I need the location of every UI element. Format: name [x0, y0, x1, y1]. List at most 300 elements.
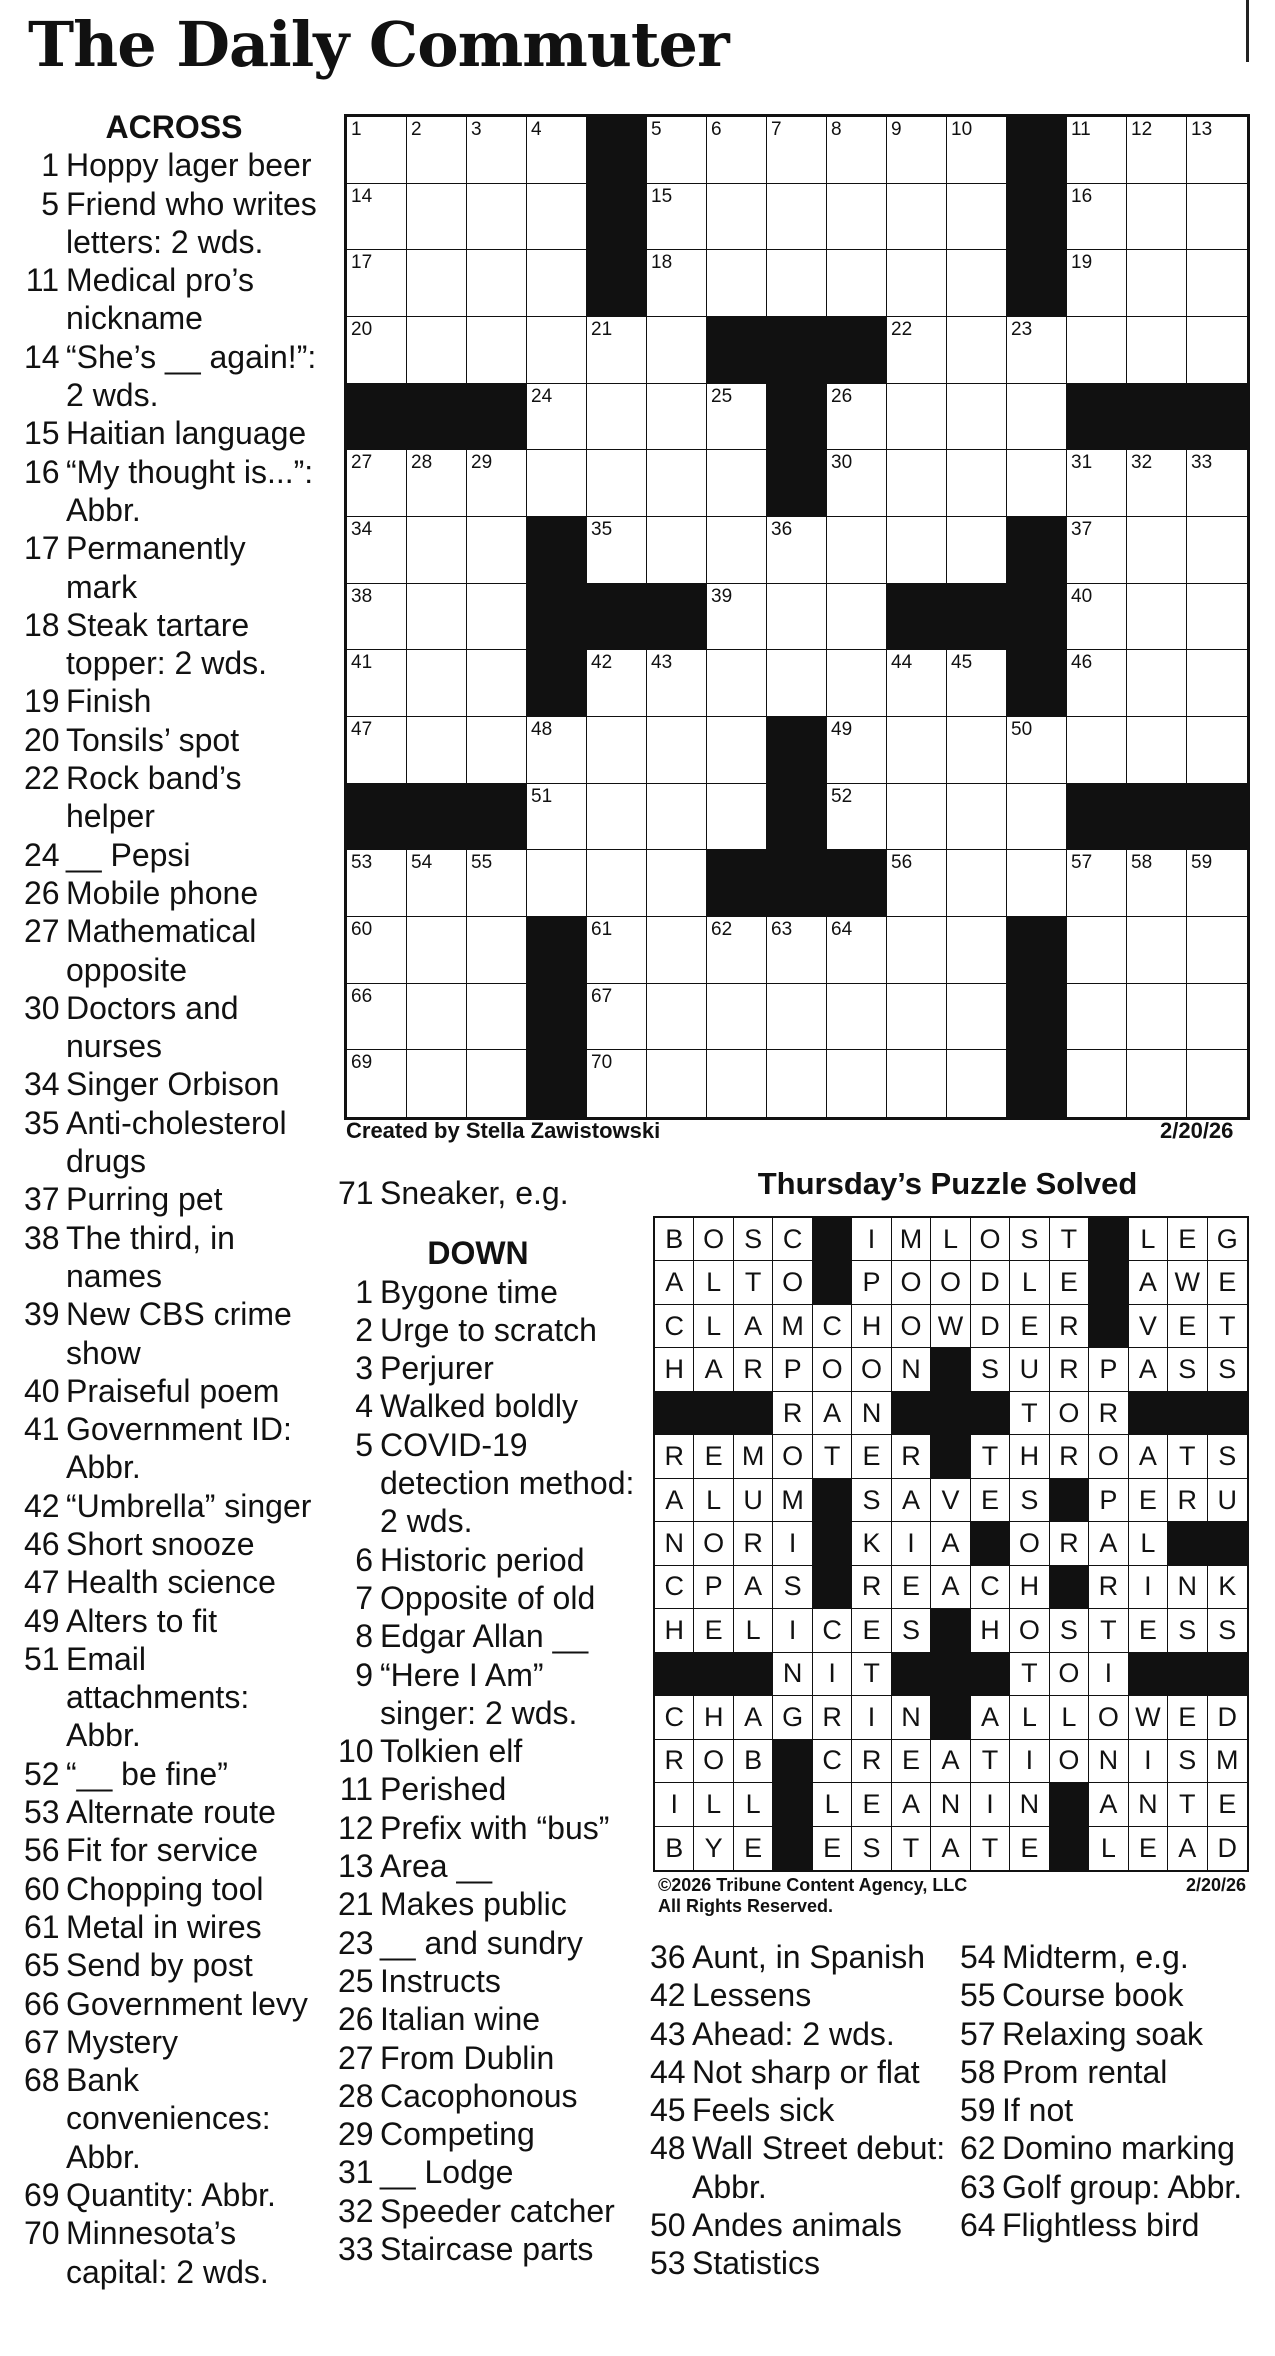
- clue-item: [338, 2115, 638, 2153]
- grid-cell[interactable]: [827, 584, 887, 651]
- solution-letter: A: [931, 1827, 970, 1870]
- grid-cell[interactable]: [1187, 650, 1247, 717]
- grid-cell[interactable]: [347, 984, 407, 1051]
- grid-cell[interactable]: [1187, 984, 1247, 1051]
- grid-cell[interactable]: [947, 250, 1007, 317]
- clue-number: 30: [24, 989, 60, 1026]
- grid-cell[interactable]: [467, 850, 527, 917]
- grid-cell[interactable]: [527, 850, 587, 917]
- grid-cell[interactable]: [947, 784, 1007, 851]
- grid-cell[interactable]: [827, 184, 887, 251]
- solution-block: [813, 1566, 852, 1609]
- grid-cell[interactable]: [467, 450, 527, 517]
- solution-letter: O: [694, 1218, 733, 1261]
- solution-letter: V: [931, 1479, 970, 1522]
- grid-cell[interactable]: [1187, 850, 1247, 917]
- grid-cell[interactable]: [1127, 184, 1187, 251]
- grid-cell[interactable]: [587, 917, 647, 984]
- grid-cell[interactable]: [587, 717, 647, 784]
- solution-block: [773, 1827, 812, 1870]
- grid-block: [887, 584, 947, 651]
- grid-cell[interactable]: [1187, 317, 1247, 384]
- grid-cell[interactable]: [827, 450, 887, 517]
- solution-letter: E: [1168, 1696, 1207, 1739]
- grid-cell[interactable]: [647, 184, 707, 251]
- grid-cell[interactable]: [827, 650, 887, 717]
- grid-cell[interactable]: [1127, 450, 1187, 517]
- down-list-2: [650, 1938, 950, 2283]
- grid-block: [767, 784, 827, 851]
- grid-cell[interactable]: [827, 250, 887, 317]
- solution-letter: C: [655, 1696, 694, 1739]
- solution-letter: D: [971, 1305, 1010, 1348]
- grid-cell[interactable]: [647, 650, 707, 717]
- grid-cell[interactable]: [707, 450, 767, 517]
- grid-cell[interactable]: [887, 984, 947, 1051]
- grid-cell[interactable]: [947, 984, 1007, 1051]
- grid-cell[interactable]: [647, 517, 707, 584]
- solution-letter: R: [1089, 1392, 1128, 1435]
- grid-cell[interactable]: [1067, 317, 1127, 384]
- grid-cell[interactable]: [887, 917, 947, 984]
- grid-cell[interactable]: [887, 450, 947, 517]
- clue-text: Email attachments: Abbr.: [66, 1640, 250, 1754]
- grid-cell[interactable]: [1127, 517, 1187, 584]
- grid-cell[interactable]: [467, 250, 527, 317]
- solution-letter: S: [1208, 1348, 1247, 1391]
- grid-cell[interactable]: [1127, 984, 1187, 1051]
- grid-cell[interactable]: [707, 117, 767, 184]
- solution-letter: V: [1129, 1305, 1168, 1348]
- clue-item: [24, 912, 324, 989]
- grid-cell[interactable]: [1007, 717, 1067, 784]
- grid-cell[interactable]: [647, 250, 707, 317]
- grid-cell[interactable]: [1127, 117, 1187, 184]
- clue-item: [338, 1387, 638, 1425]
- solution-letter: S: [1208, 1435, 1247, 1478]
- grid-block: [1007, 250, 1067, 317]
- solution-letter: E: [1010, 1827, 1049, 1870]
- solution-letter: O: [892, 1261, 931, 1304]
- grid-cell[interactable]: [407, 650, 467, 717]
- grid-cell[interactable]: [767, 250, 827, 317]
- grid-cell[interactable]: [347, 317, 407, 384]
- clue-item: [24, 2023, 324, 2061]
- grid-cell[interactable]: [1127, 1050, 1187, 1117]
- grid-cell[interactable]: [407, 184, 467, 251]
- clue-item: [24, 1870, 324, 1908]
- grid-cell[interactable]: [887, 717, 947, 784]
- grid-cell[interactable]: [1187, 917, 1247, 984]
- grid-cell[interactable]: [647, 784, 707, 851]
- grid-cell[interactable]: [887, 317, 947, 384]
- grid-cell[interactable]: [1127, 917, 1187, 984]
- grid-cell[interactable]: [527, 450, 587, 517]
- solution-block: [694, 1653, 733, 1696]
- clue-number: 31: [338, 2154, 374, 2191]
- grid-cell[interactable]: [767, 184, 827, 251]
- grid-cell[interactable]: [467, 917, 527, 984]
- grid-block: [467, 384, 527, 451]
- grid-cell[interactable]: [827, 1050, 887, 1117]
- grid-cell[interactable]: [1007, 317, 1067, 384]
- grid-cell[interactable]: [467, 650, 527, 717]
- grid-cell[interactable]: [1067, 184, 1127, 251]
- grid-cell[interactable]: [1067, 584, 1127, 651]
- grid-cell[interactable]: [527, 250, 587, 317]
- grid-cell[interactable]: [347, 517, 407, 584]
- solution-letter: S: [1168, 1348, 1207, 1391]
- grid-cell[interactable]: [347, 584, 407, 651]
- grid-cell[interactable]: [1187, 1050, 1247, 1117]
- grid-cell[interactable]: [407, 584, 467, 651]
- grid-cell[interactable]: [1127, 717, 1187, 784]
- grid-cell[interactable]: [647, 717, 707, 784]
- solution-letter: I: [852, 1696, 891, 1739]
- grid-cell[interactable]: [587, 450, 647, 517]
- solution-block: [1050, 1783, 1089, 1826]
- grid-block: [1127, 784, 1187, 851]
- solution-letter: I: [773, 1609, 812, 1652]
- solution-letter: S: [852, 1827, 891, 1870]
- clue-number: 17: [24, 530, 60, 567]
- grid-cell[interactable]: [1067, 1050, 1127, 1117]
- clue-text: Speeder catcher: [380, 2192, 615, 2229]
- cell-number: 67: [591, 985, 613, 1007]
- solution-letter: L: [1050, 1696, 1089, 1739]
- cell-number: 62: [711, 919, 733, 940]
- grid-cell[interactable]: [887, 784, 947, 851]
- grid-block: [527, 517, 587, 584]
- grid-cell[interactable]: [1007, 450, 1067, 517]
- grid-cell[interactable]: [707, 650, 767, 717]
- grid-cell[interactable]: [647, 317, 707, 384]
- clue-item: [24, 1410, 324, 1487]
- solution-letter: P: [1089, 1479, 1128, 1522]
- grid-cell[interactable]: [527, 184, 587, 251]
- grid-cell[interactable]: [347, 850, 407, 917]
- cell-number: 33: [1191, 452, 1213, 474]
- grid-cell[interactable]: [707, 384, 767, 451]
- clue-item: [24, 146, 324, 184]
- grid-cell[interactable]: [407, 917, 467, 984]
- grid-cell[interactable]: [1127, 317, 1187, 384]
- grid-cell[interactable]: [707, 1050, 767, 1117]
- cell-number: 4: [531, 119, 542, 140]
- grid-cell[interactable]: [767, 1050, 827, 1117]
- grid-cell[interactable]: [1187, 250, 1247, 317]
- clue-item: [338, 2000, 638, 2038]
- solution-letter: T: [1010, 1653, 1049, 1696]
- grid-cell[interactable]: [1007, 784, 1067, 851]
- solution-letter: S: [1168, 1609, 1207, 1652]
- grid-cell[interactable]: [1007, 850, 1067, 917]
- solution-letter: Y: [694, 1827, 733, 1870]
- clue-item: [24, 836, 324, 874]
- grid-cell[interactable]: [647, 384, 707, 451]
- grid-cell[interactable]: [347, 717, 407, 784]
- grid-cell[interactable]: [1067, 650, 1127, 717]
- grid-cell[interactable]: [947, 717, 1007, 784]
- grid-cell[interactable]: [407, 717, 467, 784]
- grid-cell[interactable]: [1067, 250, 1127, 317]
- solution-letter: A: [892, 1479, 931, 1522]
- clue-number: 27: [338, 2039, 374, 2076]
- solution-letter: N: [1129, 1783, 1168, 1826]
- clue-item: [338, 2039, 638, 2077]
- grid-cell[interactable]: [767, 117, 827, 184]
- grid-cell[interactable]: [467, 584, 527, 651]
- grid-cell[interactable]: [887, 184, 947, 251]
- grid-cell[interactable]: [347, 250, 407, 317]
- grid-cell[interactable]: [407, 850, 467, 917]
- grid-cell[interactable]: [1127, 850, 1187, 917]
- solution-letter: L: [1129, 1218, 1168, 1261]
- grid-cell[interactable]: [347, 917, 407, 984]
- grid-cell[interactable]: [527, 717, 587, 784]
- grid-cell[interactable]: [887, 250, 947, 317]
- grid-cell[interactable]: [1007, 384, 1067, 451]
- grid-cell[interactable]: [947, 317, 1007, 384]
- clue-text: __ Pepsi: [66, 836, 191, 873]
- grid-cell[interactable]: [587, 517, 647, 584]
- grid-cell[interactable]: [407, 984, 467, 1051]
- grid-cell[interactable]: [1187, 184, 1247, 251]
- grid-cell[interactable]: [947, 517, 1007, 584]
- grid-cell[interactable]: [887, 117, 947, 184]
- clue-text: Edgar Allan __: [380, 1618, 589, 1655]
- solution-letter: T: [1089, 1609, 1128, 1652]
- cell-number: 53: [351, 852, 373, 874]
- solution-letter: R: [655, 1435, 694, 1478]
- grid-cell[interactable]: [527, 384, 587, 451]
- solution-letter: E: [1168, 1305, 1207, 1348]
- clue-number: 2: [355, 1311, 373, 1348]
- grid-cell[interactable]: [827, 784, 887, 851]
- grid-cell[interactable]: [467, 184, 527, 251]
- grid-cell[interactable]: [1187, 517, 1247, 584]
- clue-item: [24, 1295, 324, 1372]
- grid-cell[interactable]: [467, 984, 527, 1051]
- grid-cell[interactable]: [587, 784, 647, 851]
- solution-block: [813, 1261, 852, 1304]
- solution-block: [655, 1653, 694, 1696]
- grid-cell[interactable]: [947, 1050, 1007, 1117]
- clue-number: 10: [338, 1733, 374, 1770]
- grid-cell[interactable]: [947, 117, 1007, 184]
- grid-cell[interactable]: [767, 650, 827, 717]
- grid-cell[interactable]: [467, 717, 527, 784]
- grid-cell[interactable]: [707, 250, 767, 317]
- grid-cell[interactable]: [707, 984, 767, 1051]
- cell-number: 69: [351, 1052, 373, 1074]
- grid-cell[interactable]: [347, 1050, 407, 1117]
- grid-block: [527, 584, 587, 651]
- grid-cell[interactable]: [1067, 984, 1127, 1051]
- grid-cell[interactable]: [407, 117, 467, 184]
- solution-letter: C: [971, 1566, 1010, 1609]
- grid-cell[interactable]: [767, 517, 827, 584]
- solution-letter: C: [813, 1609, 852, 1652]
- clue-item: [650, 2091, 950, 2129]
- grid-cell[interactable]: [767, 984, 827, 1051]
- grid-cell[interactable]: [887, 650, 947, 717]
- grid-cell[interactable]: [587, 850, 647, 917]
- clue-number: 14: [24, 338, 60, 375]
- grid-cell[interactable]: [767, 584, 827, 651]
- clue-item: [338, 1349, 638, 1387]
- grid-cell[interactable]: [407, 450, 467, 517]
- grid-cell[interactable]: [647, 117, 707, 184]
- grid-cell[interactable]: [407, 250, 467, 317]
- clue-text: Midterm, e.g.: [1002, 1939, 1189, 1975]
- grid-cell[interactable]: [1187, 117, 1247, 184]
- grid-cell[interactable]: [827, 917, 887, 984]
- clue-number: 27: [24, 913, 60, 950]
- cell-number: 1: [351, 119, 362, 140]
- grid-cell[interactable]: [647, 850, 707, 917]
- grid-cell[interactable]: [1067, 850, 1127, 917]
- solution-letter: B: [655, 1827, 694, 1870]
- grid-cell[interactable]: [707, 917, 767, 984]
- clue-item: [24, 721, 324, 759]
- grid-cell[interactable]: [887, 517, 947, 584]
- solution-letter: I: [852, 1218, 891, 1261]
- grid-cell[interactable]: [827, 717, 887, 784]
- grid-cell[interactable]: [407, 517, 467, 584]
- masthead: The Daily Commuter: [28, 8, 729, 81]
- clue-item: [24, 2061, 324, 2176]
- cell-number: 28: [411, 452, 433, 474]
- grid-cell[interactable]: [707, 784, 767, 851]
- grid-cell[interactable]: [467, 1050, 527, 1117]
- grid-cell[interactable]: [407, 317, 467, 384]
- clue-item: [338, 1962, 638, 2000]
- cell-number: 56: [891, 852, 913, 874]
- grid-cell[interactable]: [647, 1050, 707, 1117]
- grid-block: [1127, 384, 1187, 451]
- solution-letter: H: [971, 1609, 1010, 1652]
- solution-letter: P: [1089, 1348, 1128, 1391]
- grid-block: [347, 384, 407, 451]
- clue-text: Prefix with “bus”: [380, 1809, 610, 1846]
- grid-cell[interactable]: [1187, 584, 1247, 651]
- clue-text: Mathematical opposite: [66, 913, 257, 988]
- clue-text: Fit for service: [66, 1832, 259, 1869]
- clue-text: Send by post: [66, 1947, 253, 1984]
- crossword-grid[interactable]: [344, 114, 1250, 1120]
- grid-cell[interactable]: [647, 917, 707, 984]
- grid-cell[interactable]: [1067, 450, 1127, 517]
- puzzle-date: 2/20/26: [1160, 1118, 1234, 1143]
- clue-number: 11: [25, 262, 59, 299]
- clue-item: [338, 1174, 638, 1212]
- grid-cell[interactable]: [1067, 917, 1127, 984]
- grid-cell[interactable]: [947, 650, 1007, 717]
- grid-cell[interactable]: [467, 117, 527, 184]
- grid-cell[interactable]: [707, 717, 767, 784]
- grid-cell[interactable]: [647, 450, 707, 517]
- grid-cell[interactable]: [1127, 250, 1187, 317]
- clue-item: [24, 989, 324, 1066]
- grid-cell[interactable]: [527, 784, 587, 851]
- grid-cell[interactable]: [707, 517, 767, 584]
- grid-block: [947, 584, 1007, 651]
- grid-cell[interactable]: [947, 917, 1007, 984]
- grid-cell[interactable]: [347, 650, 407, 717]
- clue-text: Bank conveniences: Abbr.: [66, 2062, 271, 2175]
- clue-number: 32: [338, 2192, 374, 2229]
- grid-cell[interactable]: [1067, 117, 1127, 184]
- grid-cell[interactable]: [587, 650, 647, 717]
- grid-cell[interactable]: [1067, 517, 1127, 584]
- solution-letter: U: [734, 1479, 773, 1522]
- grid-cell[interactable]: [1067, 717, 1127, 784]
- solution-letter: E: [1208, 1261, 1247, 1304]
- grid-cell[interactable]: [587, 384, 647, 451]
- solution-letter: N: [1089, 1740, 1128, 1783]
- grid-cell[interactable]: [527, 117, 587, 184]
- grid-cell[interactable]: [827, 384, 887, 451]
- grid-cell[interactable]: [947, 850, 1007, 917]
- clue-item: [24, 1985, 324, 2023]
- solution-letter: I: [813, 1653, 852, 1696]
- grid-block: [1187, 384, 1247, 451]
- grid-cell[interactable]: [887, 850, 947, 917]
- grid-cell[interactable]: [467, 517, 527, 584]
- clue-item: [24, 759, 324, 836]
- grid-cell[interactable]: [827, 984, 887, 1051]
- grid-cell[interactable]: [587, 984, 647, 1051]
- cell-number: 30: [831, 452, 853, 474]
- clue-text: Anti-cholesterol drugs: [66, 1104, 287, 1180]
- grid-cell[interactable]: [1127, 584, 1187, 651]
- grid-cell[interactable]: [527, 317, 587, 384]
- grid-cell[interactable]: [1187, 450, 1247, 517]
- grid-cell[interactable]: [767, 917, 827, 984]
- cell-number: 21: [591, 319, 613, 340]
- grid-cell[interactable]: [947, 384, 1007, 451]
- grid-cell[interactable]: [947, 184, 1007, 251]
- grid-cell[interactable]: [347, 184, 407, 251]
- grid-cell[interactable]: [347, 117, 407, 184]
- grid-cell[interactable]: [827, 117, 887, 184]
- grid-cell[interactable]: [347, 450, 407, 517]
- clue-text: Makes public: [380, 1886, 567, 1923]
- solution-letter: S: [1010, 1479, 1049, 1522]
- clue-item: [338, 1885, 638, 1923]
- copyright-line-2: All Rights Reserved.: [658, 1896, 834, 1916]
- grid-cell[interactable]: [947, 450, 1007, 517]
- clue-text: Singer Orbison: [66, 1066, 280, 1103]
- grid-cell[interactable]: [467, 317, 527, 384]
- clue-text: Golf group: Abbr.: [1002, 2168, 1243, 2205]
- grid-cell[interactable]: [887, 1050, 947, 1117]
- grid-cell[interactable]: [707, 584, 767, 651]
- solution-block: [1050, 1479, 1089, 1522]
- grid-cell[interactable]: [647, 984, 707, 1051]
- solved-title: Thursday’s Puzzle Solved: [757, 1166, 1138, 1201]
- grid-cell[interactable]: [887, 384, 947, 451]
- solution-letter: S: [1010, 1218, 1049, 1261]
- grid-cell[interactable]: [827, 517, 887, 584]
- grid-cell[interactable]: [587, 1050, 647, 1117]
- grid-cell[interactable]: [707, 184, 767, 251]
- grid-cell[interactable]: [587, 317, 647, 384]
- grid-cell[interactable]: [1187, 717, 1247, 784]
- grid-cell[interactable]: [407, 1050, 467, 1117]
- grid-cell[interactable]: [1127, 650, 1187, 717]
